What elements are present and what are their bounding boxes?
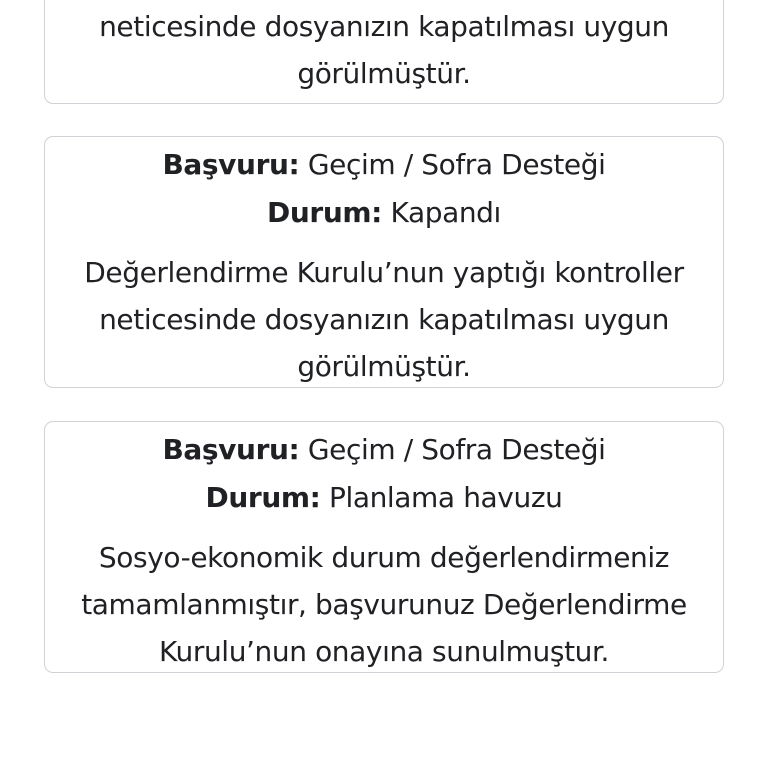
- application-card: [44, 421, 724, 673]
- status-row: [45, 189, 723, 237]
- status-value: Planlama havuzu: [328, 481, 563, 514]
- status-label: Durum:: [205, 481, 321, 514]
- application-label: Başvuru:: [162, 433, 300, 466]
- status-row: [45, 474, 723, 522]
- application-value: Geçim / Sofra Desteği: [307, 148, 606, 181]
- application-label: Başvuru:: [162, 148, 300, 181]
- application-value: Geçim / Sofra Desteği: [307, 433, 606, 466]
- status-value: Kapandı: [390, 196, 501, 229]
- application-row: [45, 426, 723, 474]
- application-description: Değerlendirme Kurulu’nun yaptığı kontroller neticesinde dosyanızın kapatılması uygun görülmüştür.: [84, 256, 684, 383]
- status-label: Durum:: [267, 196, 382, 229]
- application-card: [44, 0, 724, 104]
- application-description: neticesinde dosyanızın kapatılması uygun görülmüştür.: [99, 10, 669, 90]
- application-card: [44, 136, 724, 388]
- application-row: [45, 141, 723, 189]
- application-description: Sosyo-ekonomik durum değerlendirmeniz tamamlanmıştır, başvurunuz Değerlendirme Kurulu’nun onayına sunulmuştur.: [81, 541, 687, 668]
